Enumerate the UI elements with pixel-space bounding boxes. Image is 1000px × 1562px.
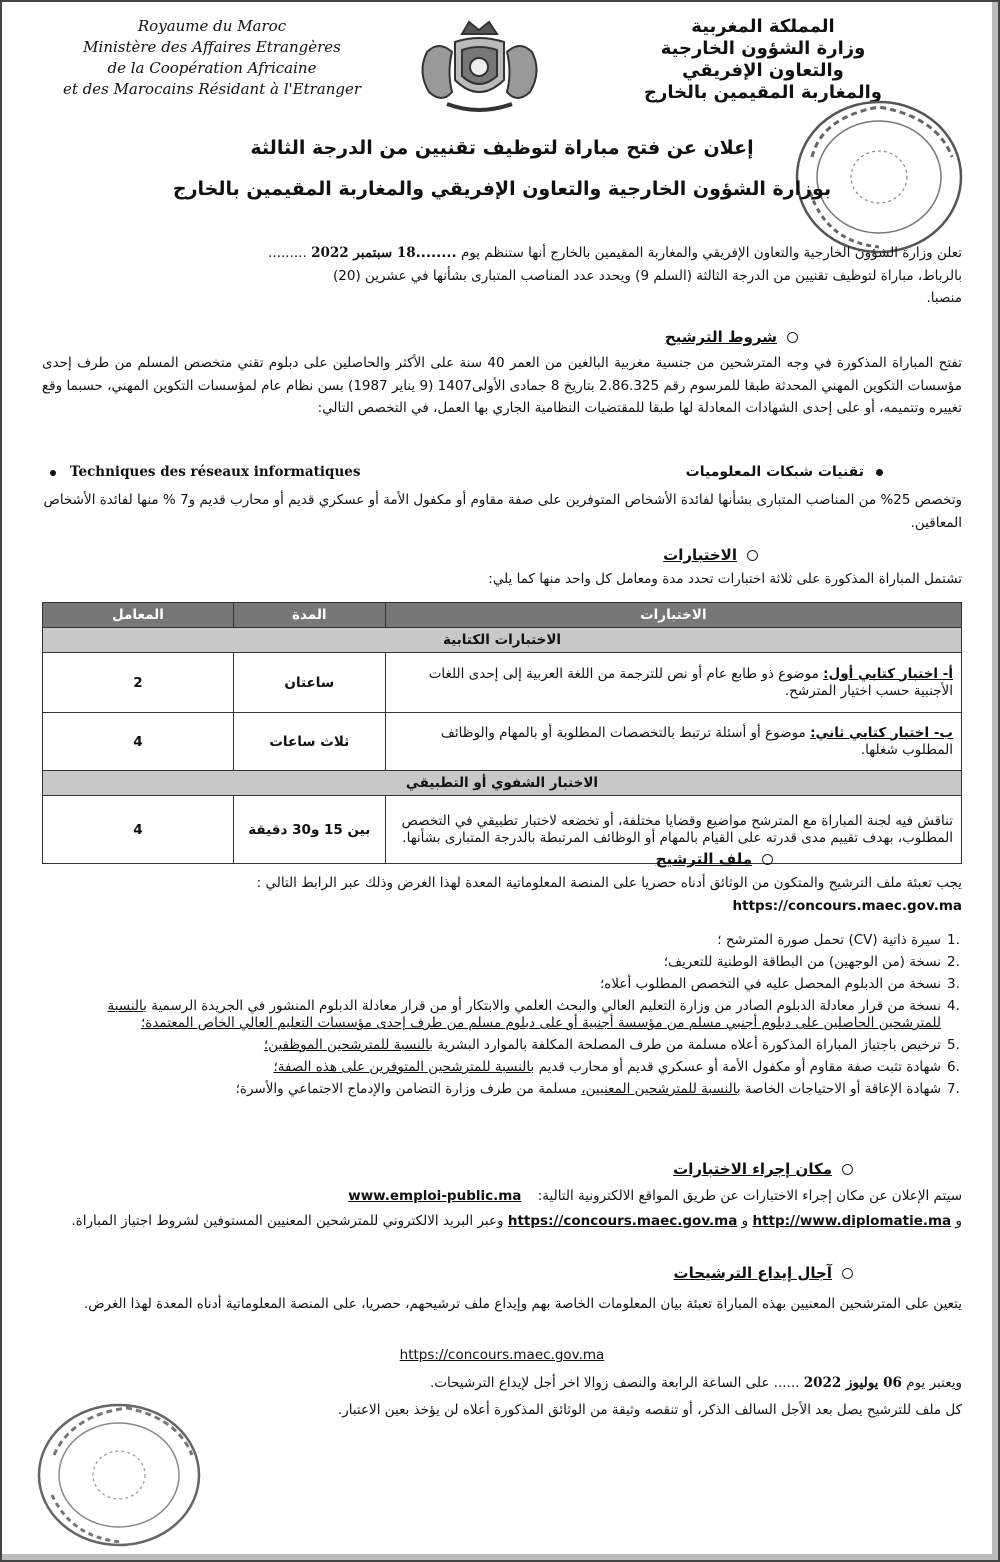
exam-coefficient: 4 <box>43 796 234 864</box>
circle-bullet-icon <box>762 854 773 865</box>
circle-bullet-icon <box>787 332 798 343</box>
quota-text: وتخصص 25% من المناصب المتبارى بشأنها لفائدة الأشخاص المتوفرين على صفة مقاوم أو مكفول الأمة أو عسكري قديم أو محارب قديم و7 % منها لفائدة الأشخاص المعاقين. <box>43 492 962 531</box>
specialty-arabic: تقنيات شبكات المعلوميات <box>686 464 883 480</box>
exam-duration: بين 15 و30 دقيقة <box>233 796 385 864</box>
intro-date: 18 سبتمبر 2022 <box>311 245 416 261</box>
exams-table <box>42 602 962 864</box>
list-item: 4. نسخة من قرار معادلة الدبلوم الصادر من وزارة التعليم العالي والبحث العلمي والابتكار أو من قرار معادلة الدبلوم المنشور في الجريدة الرسمية بالنسبة للمترشحين الحاصلين على دبلوم أجنبي مسلم من مؤسسة أجنبية أو على دبلوم مسلم من طرف إحدى مؤسسات التعليم العالي الخاص المعتمدة؛ <box>107 998 960 1031</box>
header-ar-line: المملكة المغربية <box>691 16 835 37</box>
exam-duration: ساعتان <box>233 653 385 713</box>
column-header: الاختبارات <box>385 603 961 628</box>
list-item: 2. نسخة (من الوجهين) من البطاقة الوطنية للتعريف؛ <box>663 954 960 970</box>
concours-link[interactable]: https://concours.maec.gov.ma <box>732 897 962 914</box>
section-heading-deadline: آجال إيداع الترشيحات <box>674 1264 854 1282</box>
intro-line: تعلن وزارة الشؤون الخارجية والتعاون الإفريقي والمغاربة المقيمين بالخارج أنها ستنظم يوم <box>460 245 962 261</box>
concours-link[interactable]: https://concours.maec.gov.ma <box>507 1213 738 1229</box>
emploi-public-link[interactable]: www.emploi-public.ma <box>348 1188 522 1204</box>
column-header: المعامل <box>43 603 234 628</box>
oral-exam-band: الاختبار الشفوي أو التطبيقي <box>43 771 962 796</box>
list-item: 6. شهادة تثبت صفة مقاوم أو مكفول الأمة أو عسكري قديم أو محارب قديم بالنسبة للمترشحين المتوفرين على هذه الصفة؛ <box>273 1059 960 1075</box>
official-stamp <box>792 97 967 257</box>
header-arabic <box>598 16 928 104</box>
bullet-icon <box>876 469 883 476</box>
announcement-subtitle: بوزارة الشؤون الخارجية والتعاون الإفريقي والمغاربة المقيمين بالخارج <box>172 178 832 200</box>
section-heading-place: مكان إجراء الاختبارات <box>673 1160 853 1178</box>
coat-of-arms-emblem <box>407 12 552 117</box>
intro-line: بالرباط، مباراة لتوظيف تقنيين من الدرجة الثالثة (السلم 9) ويحدد عدد المناصب المتبارى بشأنها في عشرين (20) <box>332 267 962 284</box>
header-ar-line: والتعاون الإفريقي <box>682 60 844 81</box>
circle-bullet-icon <box>842 1268 853 1279</box>
conditions-text: تفتح المباراة المذكورة في وجه المترشحين من جنسية مغربية البالغين من العمر 40 سنة على الأكثر والحاصلين على دبلوم تقني متخصص المسلم من طرف إحدى مؤسسات التكوين المهني المحدثة طبقا للمرسوم رقم 2.86.325 بتاريخ 8 جمادى الأولى1407 (9 يناير 1987) بسن نظام عام لمؤسسات التكوين المهني، حسبما وقع تغييره وتتميمه، أو على إحدى الشهادات المعادلة لها طبقا للمقتضيات النظامية الجاري بها العمل، في التخصص التالي: <box>42 355 963 416</box>
circle-bullet-icon <box>747 550 758 561</box>
header-ar-line: والمغاربة المقيمين بالخارج <box>644 82 882 103</box>
bullet-icon <box>50 470 56 476</box>
list-item: 5. ترخيص باجتياز المباراة المذكورة أعلاه مسلمة من طرف المصلحة المكلفة بالموارد البشرية بالنسبة للمترشحين الموظفين؛ <box>263 1037 960 1053</box>
list-item: 3. نسخة من الدبلوم المحصل عليه في التخصص المطلوب أعلاه؛ <box>600 976 960 992</box>
documents-list <box>62 932 977 1103</box>
list-item: 7. شهادة الإعاقة أو الاحتياجات الخاصة بالنسبة للمترشحين المعنيين، مسلمة من طرف وزارة التضامن والإدماج الاجتماعي والأسرة؛ <box>235 1081 960 1097</box>
exam-description: موضوع أو أسئلة ترتبط بالتخصصات المطلوبة أو بالمهام والوظائف المطلوب شغلها. <box>440 724 953 758</box>
header-ar-line: وزارة الشؤون الخارجية <box>660 38 866 59</box>
section-heading-file: ملف الترشيح <box>656 850 773 868</box>
intro-paragraph: تعلن وزارة الشؤون الخارجية والتعاون الإفريقي والمغاربة المقيمين بالخارج أنها ستنظم يوم ........18 سبتمبر 2022 ......... بالرباط، مباراة لتوظيف تقنيين من الدرجة الثالثة (السلم 9) ويحدد عدد المناصب المتبارى بشأنها في عشرين (20) منصبا. <box>72 242 962 310</box>
header-french <box>42 16 382 100</box>
exam-label: ب- اختبار كتابي ثاني: <box>810 724 953 741</box>
circle-bullet-icon <box>842 1164 853 1175</box>
table-header-row <box>43 603 962 628</box>
official-stamp <box>32 1400 207 1550</box>
header-fr-line: et des Marocains Résidant à l'Etranger <box>62 80 362 98</box>
deadline-date-text: ويعتبر يوم 06 يوليوز 2022 ...... على الساعة الرابعة والنصف زوالا اخر أجل لإيداع الترشيحات. <box>429 1375 962 1391</box>
exam-duration: ثلاث ساعات <box>233 713 385 771</box>
announcement-title: إعلان عن فتح مباراة لتوظيف تقنيين من الدرجة الثالثة <box>250 137 754 159</box>
file-intro: يجب تعبئة ملف الترشيح والمتكون من الوثائق أدناه حصريا على المنصة المعلوماتية المعدة لهذا الغرض وذلك عبر الرابط التالي : https://concours.maec.gov.ma <box>256 875 962 914</box>
intro-line: منصبا. <box>926 290 962 306</box>
exam-coefficient: 4 <box>43 713 234 771</box>
exam-description: تناقش فيه لجنة المباراة مع المترشح مواضيع وقضايا مختلفة، أو تخضعه لاختبار تطبيقي في التخصص المطلوب، بهدف تقييم مدى قدرته على القيام بالمهام أو الوظائف المرتبطة بالدرجة المتبارى بشأنها. <box>385 796 961 864</box>
written-exams-band: الاختبارات الكتابية <box>43 628 962 653</box>
column-header: المدة <box>233 603 385 628</box>
exam-coefficient: 2 <box>43 653 234 713</box>
exam-label: أ- اختبار كتابي أول: <box>823 665 953 682</box>
concours-link[interactable]: https://concours.maec.gov.ma <box>399 1347 605 1363</box>
deadline-date: 06 يوليوز 2022 <box>803 1375 902 1391</box>
specialty-french: Techniques des réseaux informatiques <box>50 464 360 480</box>
deadline-note: كل ملف للترشيح يصل بعد الأجل السالف الذكر، أو تنقصه وثيقة من الوثائق المذكورة أعلاه لن يؤخذ بعين الاعتبار. <box>337 1402 962 1418</box>
table-row <box>43 653 962 713</box>
header-fr-line: de la Coopération Africaine <box>107 59 317 77</box>
deadline-text: يتعين على المترشحين المعنيين بهذه المباراة تعبئة بيان المعلومات الخاصة بهم وإيداع ملف ترشيحهم، حصريا، على المنصة المعلوماتية أدناه المعدة لهذا الغرض. <box>83 1296 962 1312</box>
place-text: سيتم الإعلان عن مكان إجراء الاختبارات عن طريق المواقع الالكترونية التالية: www.emploi-public.ma و http://www.diplomatie.ma و https://concours.maec.gov.ma وعبر البريد الالكتروني للمترشحين المعنيين المستوفين لشروط اجتياز المباراة. <box>71 1188 962 1229</box>
table-row <box>43 713 962 771</box>
diplomatie-link[interactable]: http://www.diplomatie.ma <box>752 1213 952 1229</box>
exam-description: موضوع ذو طابع عام أو نص للترجمة من اللغة العربية إلى إحدى اللغات الأجنبية حسب اختيار المترشح. <box>428 665 953 699</box>
section-heading-exams: الاختبارات <box>663 546 758 564</box>
header-fr-line: Ministère des Affaires Etrangères <box>83 38 341 56</box>
section-heading-conditions: شروط الترشيح <box>665 328 798 346</box>
exams-intro: تشتمل المباراة المذكورة على ثلاثة اختبارات تحدد مدة ومعامل كل واحد منها كما يلي: <box>488 571 962 587</box>
header-fr-line: Royaume du Maroc <box>137 17 287 35</box>
list-item: 1. سيرة ذاتية (CV) تحمل صورة المترشح ؛ <box>717 932 960 948</box>
table-row <box>43 796 962 864</box>
